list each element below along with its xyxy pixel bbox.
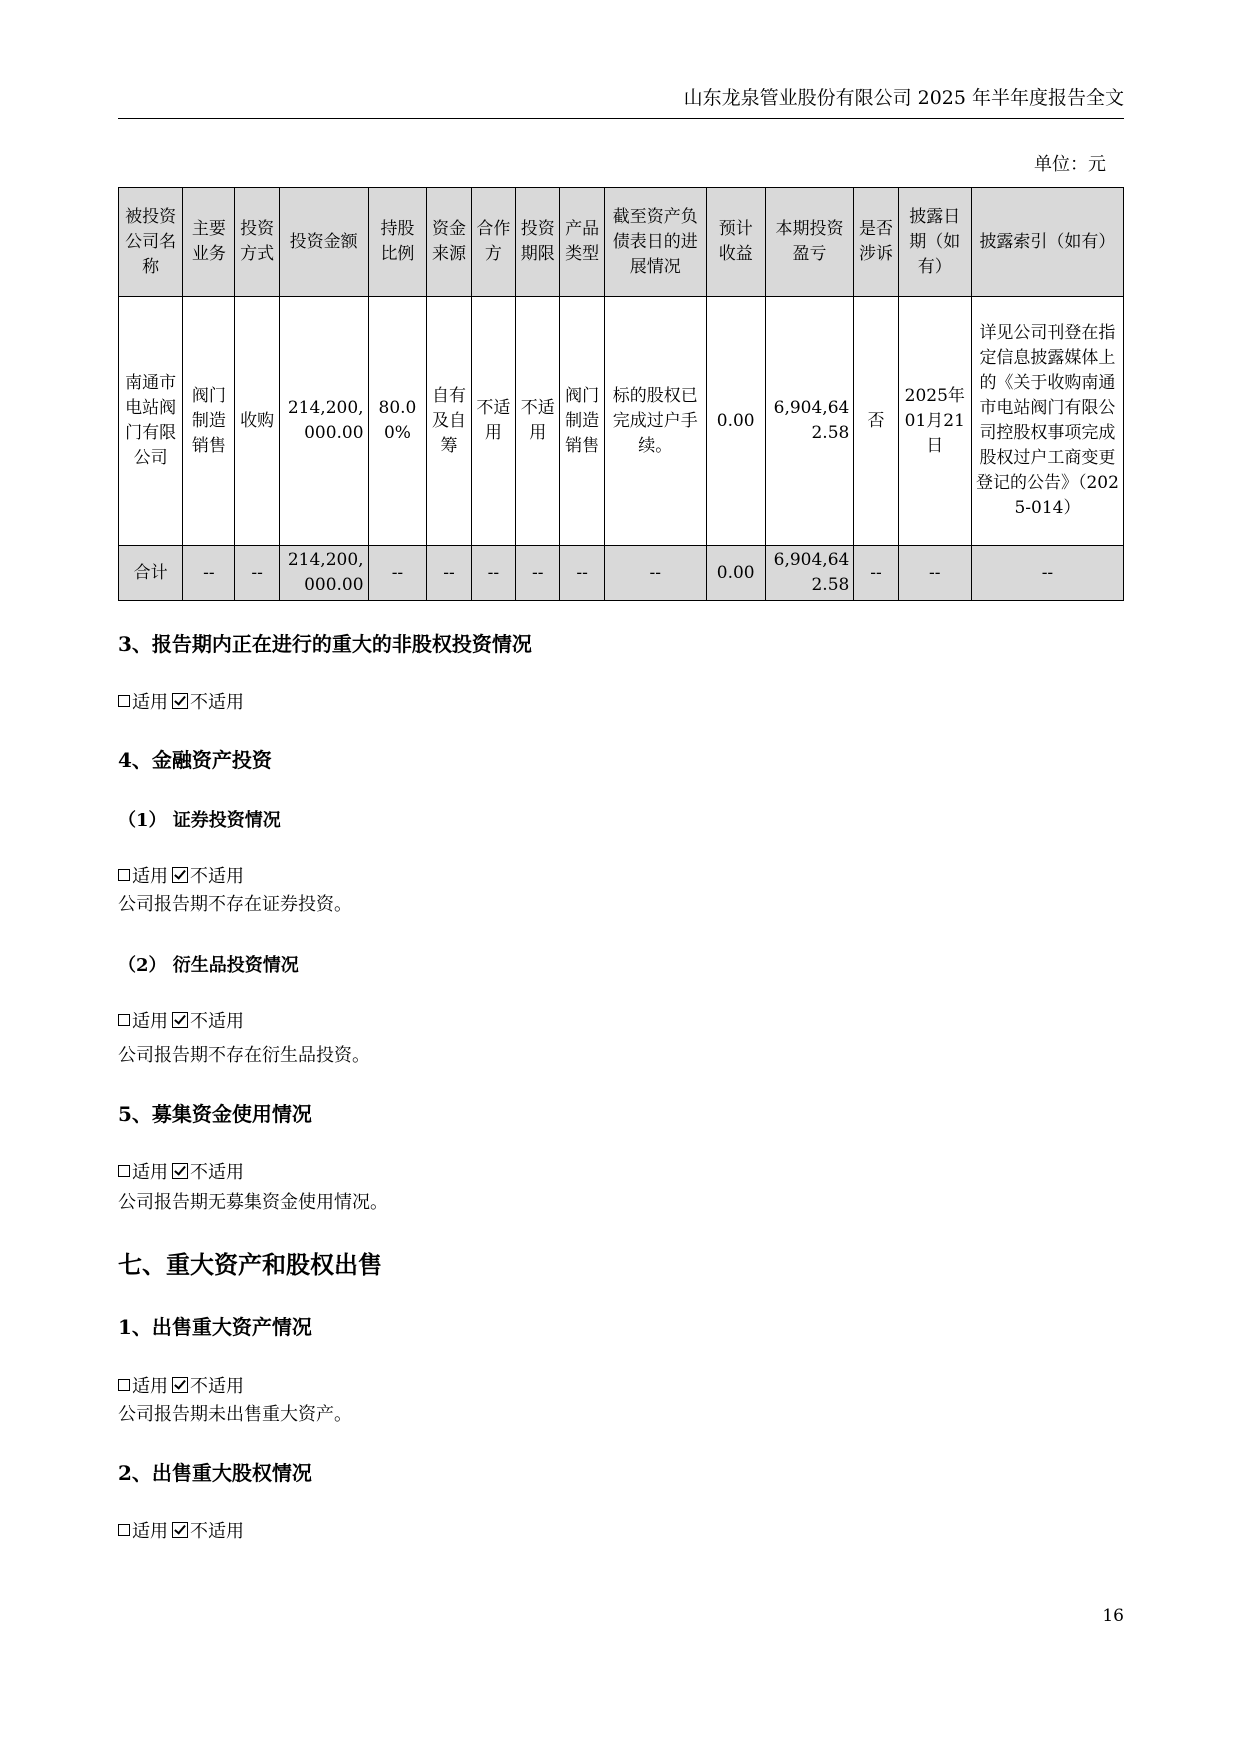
table-cell: 80.00% (368, 297, 427, 546)
col-header: 投资金额 (279, 188, 368, 297)
header-divider (118, 118, 1124, 119)
checkbox-checked-icon (172, 1012, 188, 1028)
checkbox-unchecked-icon (118, 1165, 130, 1177)
col-header: 截至资产负债表日的进展情况 (604, 188, 706, 297)
table-cell: 收购 (235, 297, 279, 546)
col-header: 投资期限 (516, 188, 560, 297)
col-header: 产品类型 (560, 188, 604, 297)
table-cell: -- (560, 546, 604, 601)
table-cell: -- (971, 546, 1123, 601)
section-title: 5、募集资金使用情况 (118, 1102, 312, 1126)
col-header: 投资方式 (235, 188, 279, 297)
section-text: 公司报告期无募集资金使用情况。 (118, 1192, 388, 1213)
table-cell: 详见公司刊登在指定信息披露媒体上的《关于收购南通市电站阀门有限公司控股权事项完成股权过户工商变更登记的公告》（2025-014） (971, 297, 1123, 546)
col-header: 披露索引（如有） (971, 188, 1123, 297)
table-cell: 0.00 (706, 297, 765, 546)
section-title: 4、金融资产投资 (118, 748, 272, 772)
table-cell: -- (368, 546, 427, 601)
table-total-row (119, 546, 1124, 601)
table-cell: 6,904,642.58 (765, 297, 854, 546)
applicability-option: 适用 不适用 (118, 1517, 1124, 1543)
table-cell: -- (854, 546, 898, 601)
table-cell: 214,200,000.00 (279, 546, 368, 601)
col-header: 是否涉诉 (854, 188, 898, 297)
col-header: 主要业务 (183, 188, 235, 297)
table-cell: -- (898, 546, 971, 601)
table-cell: 2025年01月21日 (898, 297, 971, 546)
col-header: 合作方 (471, 188, 515, 297)
col-header: 被投资公司名称 (119, 188, 183, 297)
investment-table (118, 187, 1124, 601)
checkbox-checked-icon (172, 867, 188, 883)
table-cell: 自有及自筹 (427, 297, 471, 546)
table-cell: -- (183, 546, 235, 601)
section-title: 3、报告期内正在进行的重大的非股权投资情况 (118, 632, 532, 656)
checkbox-unchecked-icon (118, 695, 130, 707)
section-text: 公司报告期未出售重大资产。 (118, 1404, 352, 1425)
table-cell: -- (516, 546, 560, 601)
section-text: 公司报告期不存在衍生品投资。 (118, 1045, 370, 1066)
checkbox-checked-icon (172, 693, 188, 709)
col-header: 本期投资盈亏 (765, 188, 854, 297)
section-title: 1、出售重大资产情况 (118, 1315, 312, 1339)
chapter-title: 七、重大资产和股权出售 (118, 1250, 382, 1279)
page-number: 16 (1102, 1606, 1124, 1626)
applicability-option: 适用 不适用 (118, 688, 1124, 714)
checkbox-checked-icon (172, 1377, 188, 1393)
col-header: 预计收益 (706, 188, 765, 297)
checkbox-unchecked-icon (118, 1379, 130, 1391)
table-cell: 标的股权已完成过户手续。 (604, 297, 706, 546)
table-cell: 南通市电站阀门有限公司 (119, 297, 183, 546)
applicability-option: 适用 不适用 (118, 862, 1124, 888)
table-cell: -- (427, 546, 471, 601)
table-cell: 合计 (119, 546, 183, 601)
table-cell: 不适用 (516, 297, 560, 546)
checkbox-unchecked-icon (118, 1524, 130, 1536)
checkbox-unchecked-icon (118, 1014, 130, 1026)
subsection-title: （2） 衍生品投资情况 (118, 955, 299, 976)
table-cell: 阀门制造销售 (560, 297, 604, 546)
section-title: 2、出售重大股权情况 (118, 1461, 312, 1485)
table-cell: -- (235, 546, 279, 601)
table-cell: -- (471, 546, 515, 601)
checkbox-checked-icon (172, 1522, 188, 1538)
report-header-title: 山东龙泉管业股份有限公司 2025 年半年度报告全文 (683, 87, 1124, 109)
subsection-title: （1） 证券投资情况 (118, 810, 281, 831)
table-cell: 阀门制造销售 (183, 297, 235, 546)
table-cell: 0.00 (706, 546, 765, 601)
table-row (119, 297, 1124, 546)
col-header: 资金来源 (427, 188, 471, 297)
table-cell: 否 (854, 297, 898, 546)
table-cell: 不适用 (471, 297, 515, 546)
applicability-option: 适用 不适用 (118, 1372, 1124, 1398)
table-cell: -- (604, 546, 706, 601)
section-text: 公司报告期不存在证券投资。 (118, 894, 352, 915)
col-header: 披露日期（如有） (898, 188, 971, 297)
table-cell: 6,904,642.58 (765, 546, 854, 601)
checkbox-unchecked-icon (118, 869, 130, 881)
col-header: 持股比例 (368, 188, 427, 297)
table-cell: 214,200,000.00 (279, 297, 368, 546)
checkbox-checked-icon (172, 1163, 188, 1179)
table-header-row (119, 188, 1124, 297)
applicability-option: 适用 不适用 (118, 1007, 1124, 1033)
unit-label: 单位：元 (1034, 154, 1106, 175)
applicability-option: 适用 不适用 (118, 1158, 1124, 1184)
